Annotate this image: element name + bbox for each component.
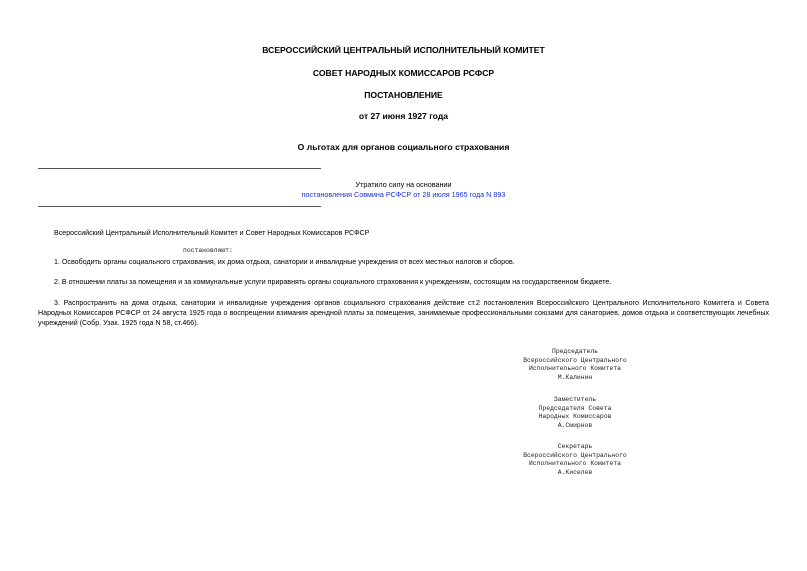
signature-block-secretary: [494, 443, 656, 477]
signature-line: Секретарь: [557, 443, 593, 450]
signature-line: Всероссийского Центрального: [523, 356, 627, 364]
clause-1: 1. Освободить органы социального страхования, их дома отдыха, санатории и инвалидные учреждения от всех местных налогов и сборов.: [54, 258, 515, 266]
clause-2: 2. В отношении платы за помещения и за коммунальные услуги приравнять органы социального страхования к учреждениям, состоящим на государственном бюджете.: [54, 278, 612, 286]
document-title: О льготах для органов социального страхования: [297, 142, 510, 152]
signature-line: Председатель: [551, 348, 599, 355]
status-top-rule: [38, 168, 321, 169]
signature-line: Исполнительного Комитета: [528, 365, 622, 373]
signature-line: Исполнительного Комитета: [528, 460, 622, 468]
status-note-text: Утратило силу на основании: [355, 180, 452, 189]
signature-line: Всероссийского Центрального: [523, 451, 627, 459]
signature-line: Народных Комиссаров: [538, 413, 612, 421]
signature-block-chairman: [494, 348, 656, 382]
repeal-decree-link[interactable]: постановления Совмина РСФСР от 28 июля 1965 года N 893: [301, 190, 506, 199]
issuer-line-2: СОВЕТ НАРОДНЫХ КОМИССАРОВ РСФСР: [312, 68, 495, 78]
status-bottom-rule: [38, 206, 321, 207]
signature-name: А.Киселев: [557, 468, 593, 476]
issuer-line-1: ВСЕРОССИЙСКИЙ ЦЕНТРАЛЬНЫЙ ИСПОЛНИТЕЛЬНЫЙ КОМИТЕТ: [262, 45, 545, 55]
preamble: Всероссийский Центральный Исполнительный Комитет и Совет Народных Комиссаров РСФСР: [54, 229, 370, 237]
clause-3: 3. Распространить на дома отдыха, санатории и инвалидные учреждения органов социального страхования действие ст.2 постановления Всероссийского Центрального Исполнительного Комитета и Совета Народных Комиссаров РСФСР от 24 августа 1925 года о воспрещении взимания арендной платы за помещения, занимаемые профессиональными союзами для санаториев, домов отдыха и соответствующих лечебных учреждений (Собр. Узак. 1925 года N 58, ст.466).: [38, 299, 769, 327]
document-type: ПОСТАНОВЛЕНИЕ: [364, 90, 443, 100]
signature-line: Председателя Совета: [538, 404, 612, 412]
signature-name: М.Калинин: [557, 373, 593, 381]
signature-line: Заместитель: [553, 396, 597, 403]
signature-name: А.Смирнов: [557, 421, 593, 429]
decree-word: постановляют:: [183, 247, 233, 254]
status-note-link-line: [0, 190, 807, 200]
document-date: от 27 июня 1927 года: [358, 111, 449, 121]
signature-block-deputy: [494, 396, 656, 430]
